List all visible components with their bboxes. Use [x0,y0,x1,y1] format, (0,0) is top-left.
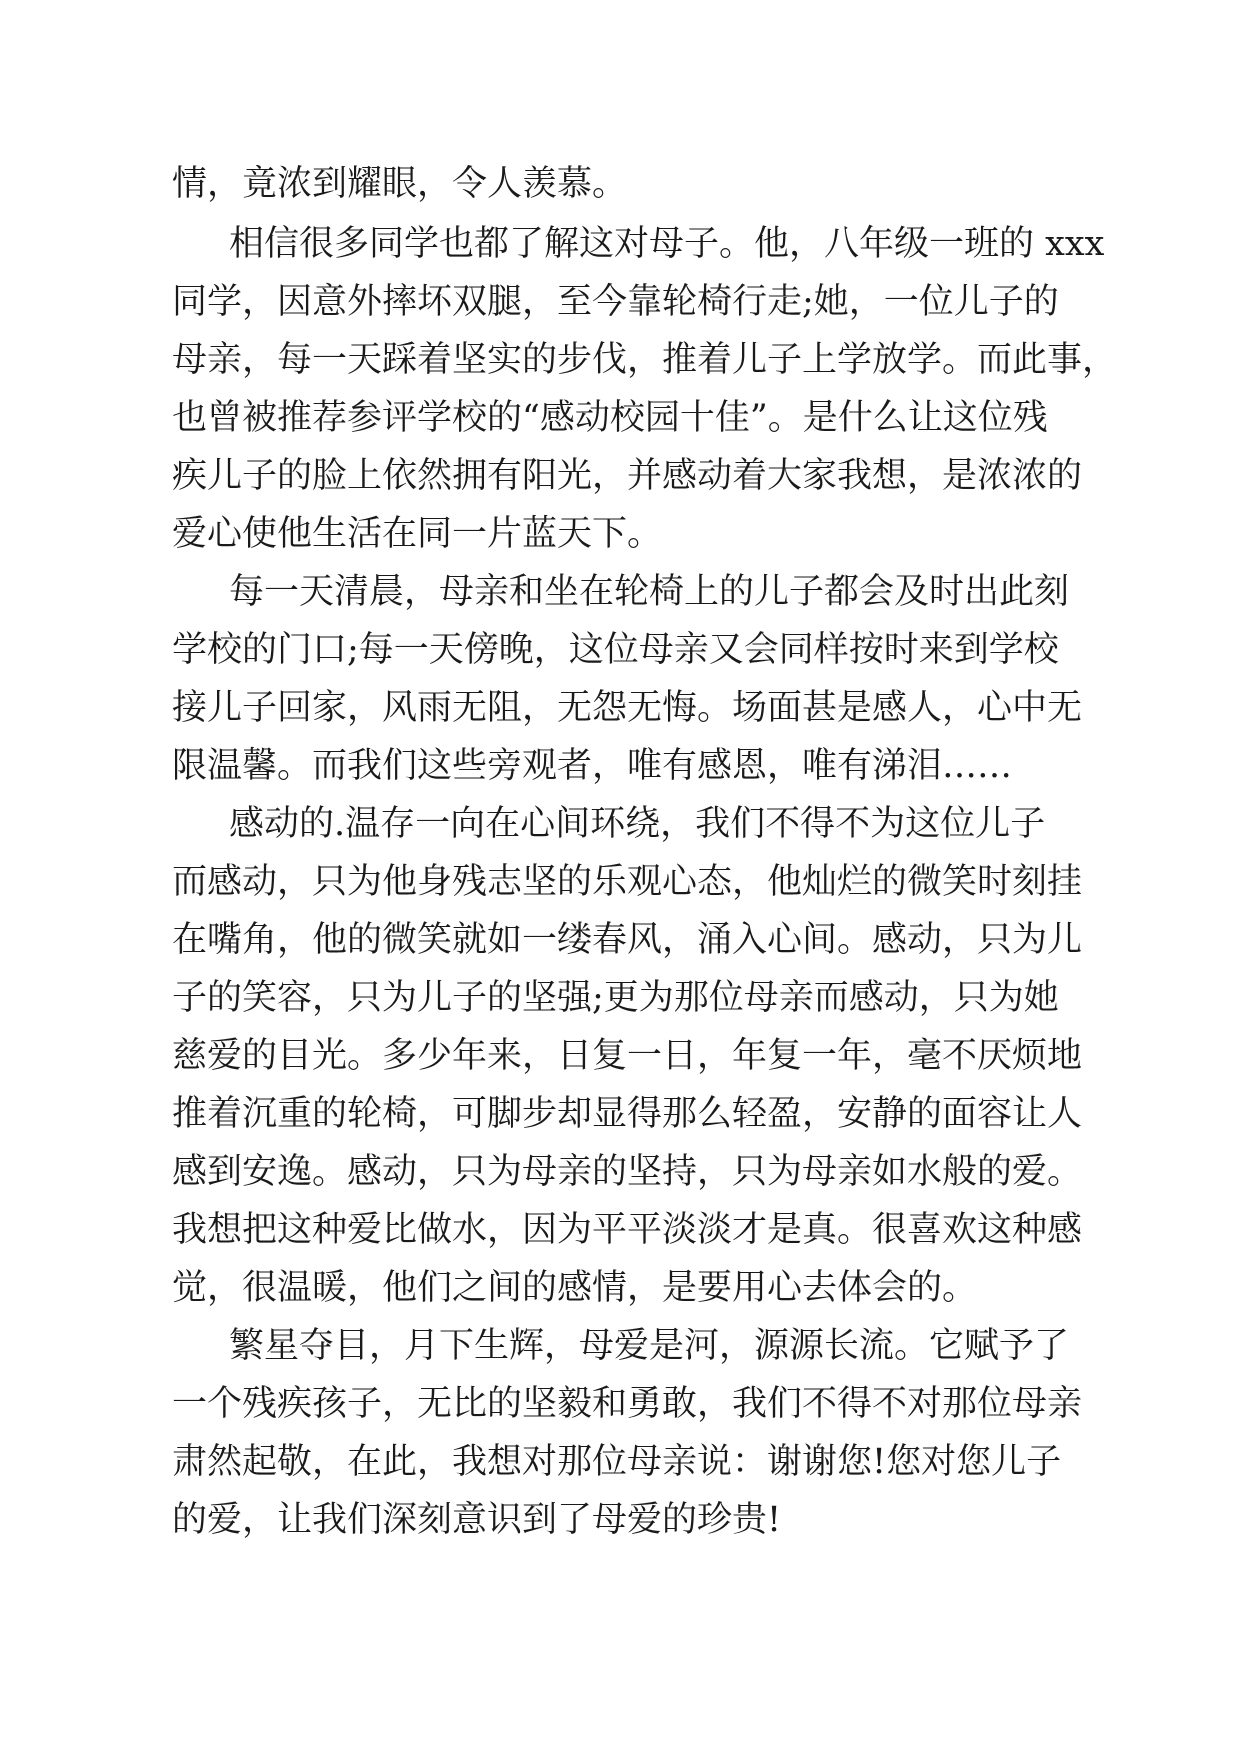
text-line: 爱心使他生活在同一片蓝天下。 [172,514,663,554]
paragraph-first-line: 感动的.温存一向在心间环绕，我们不得不为这位儿子 [229,804,1046,844]
text-line: 慈爱的目光。多少年来，日复一日，年复一年，毫不厌烦地 [172,1036,1083,1076]
text-line: 母亲，每一天踩着坚实的步伐，推着儿子上学放学。而此事， [172,340,1118,380]
text-line: 子的笑容，只为儿子的坚强;更为那位母亲而感动，只为她 [172,978,1059,1018]
text-line: 觉，很温暖，他们之间的感情，是要用心去体会的。 [172,1268,978,1308]
paragraph-first-line: 相信很多同学也都了解这对母子。他，八年级一班的 xxx [229,224,1105,264]
paragraph-first-line: 每一天清晨，母亲和坐在轮椅上的儿子都会及时出此刻 [229,572,1070,612]
text-line: 我想把这种爱比做水，因为平平淡淡才是真。很喜欢这种感 [172,1210,1083,1250]
text-line: 接儿子回家，风雨无阻，无怨无悔。场面甚是感人，心中无 [172,688,1083,728]
paragraph-first-line: 繁星夺目，月下生辉，母爱是河，源源长流。它赋予了 [229,1326,1070,1366]
text-line: 情，竟浓到耀眼，令人羡慕。 [172,164,628,204]
text-line: 推着沉重的轮椅，可脚步却显得那么轻盈，安静的面容让人 [172,1094,1083,1134]
text-line: 一个残疾孩子，无比的坚毅和勇敢，我们不得不对那位母亲 [172,1384,1083,1424]
text-line: 在嘴角，他的微笑就如一缕春风，涌入心间。感动，只为儿 [172,920,1083,960]
text-line: 而感动，只为他身残志坚的乐观心态，他灿烂的微笑时刻挂 [172,862,1083,902]
text-line: 感到安逸。感动，只为母亲的坚持，只为母亲如水般的爱。 [172,1152,1083,1192]
text-line: 的爱，让我们深刻意识到了母爱的珍贵! [172,1500,782,1540]
text-line: 同学，因意外摔坏双腿，至今靠轮椅行走;她，一位儿子的 [172,282,1059,322]
text-line: 学校的门口;每一天傍晚，这位母亲又会同样按时来到学校 [172,630,1059,670]
text-line: 疾儿子的脸上依然拥有阳光，并感动着大家我想，是浓浓的 [172,456,1083,496]
text-line: 肃然起敬，在此，我想对那位母亲说：谢谢您!您对您儿子 [172,1442,1062,1482]
text-line: 限温馨。而我们这些旁观者，唯有感恩，唯有涕泪…… [172,746,1013,786]
text-line: 也曾被推荐参评学校的“感动校园十佳”。是什么让这位残 [172,398,1048,438]
